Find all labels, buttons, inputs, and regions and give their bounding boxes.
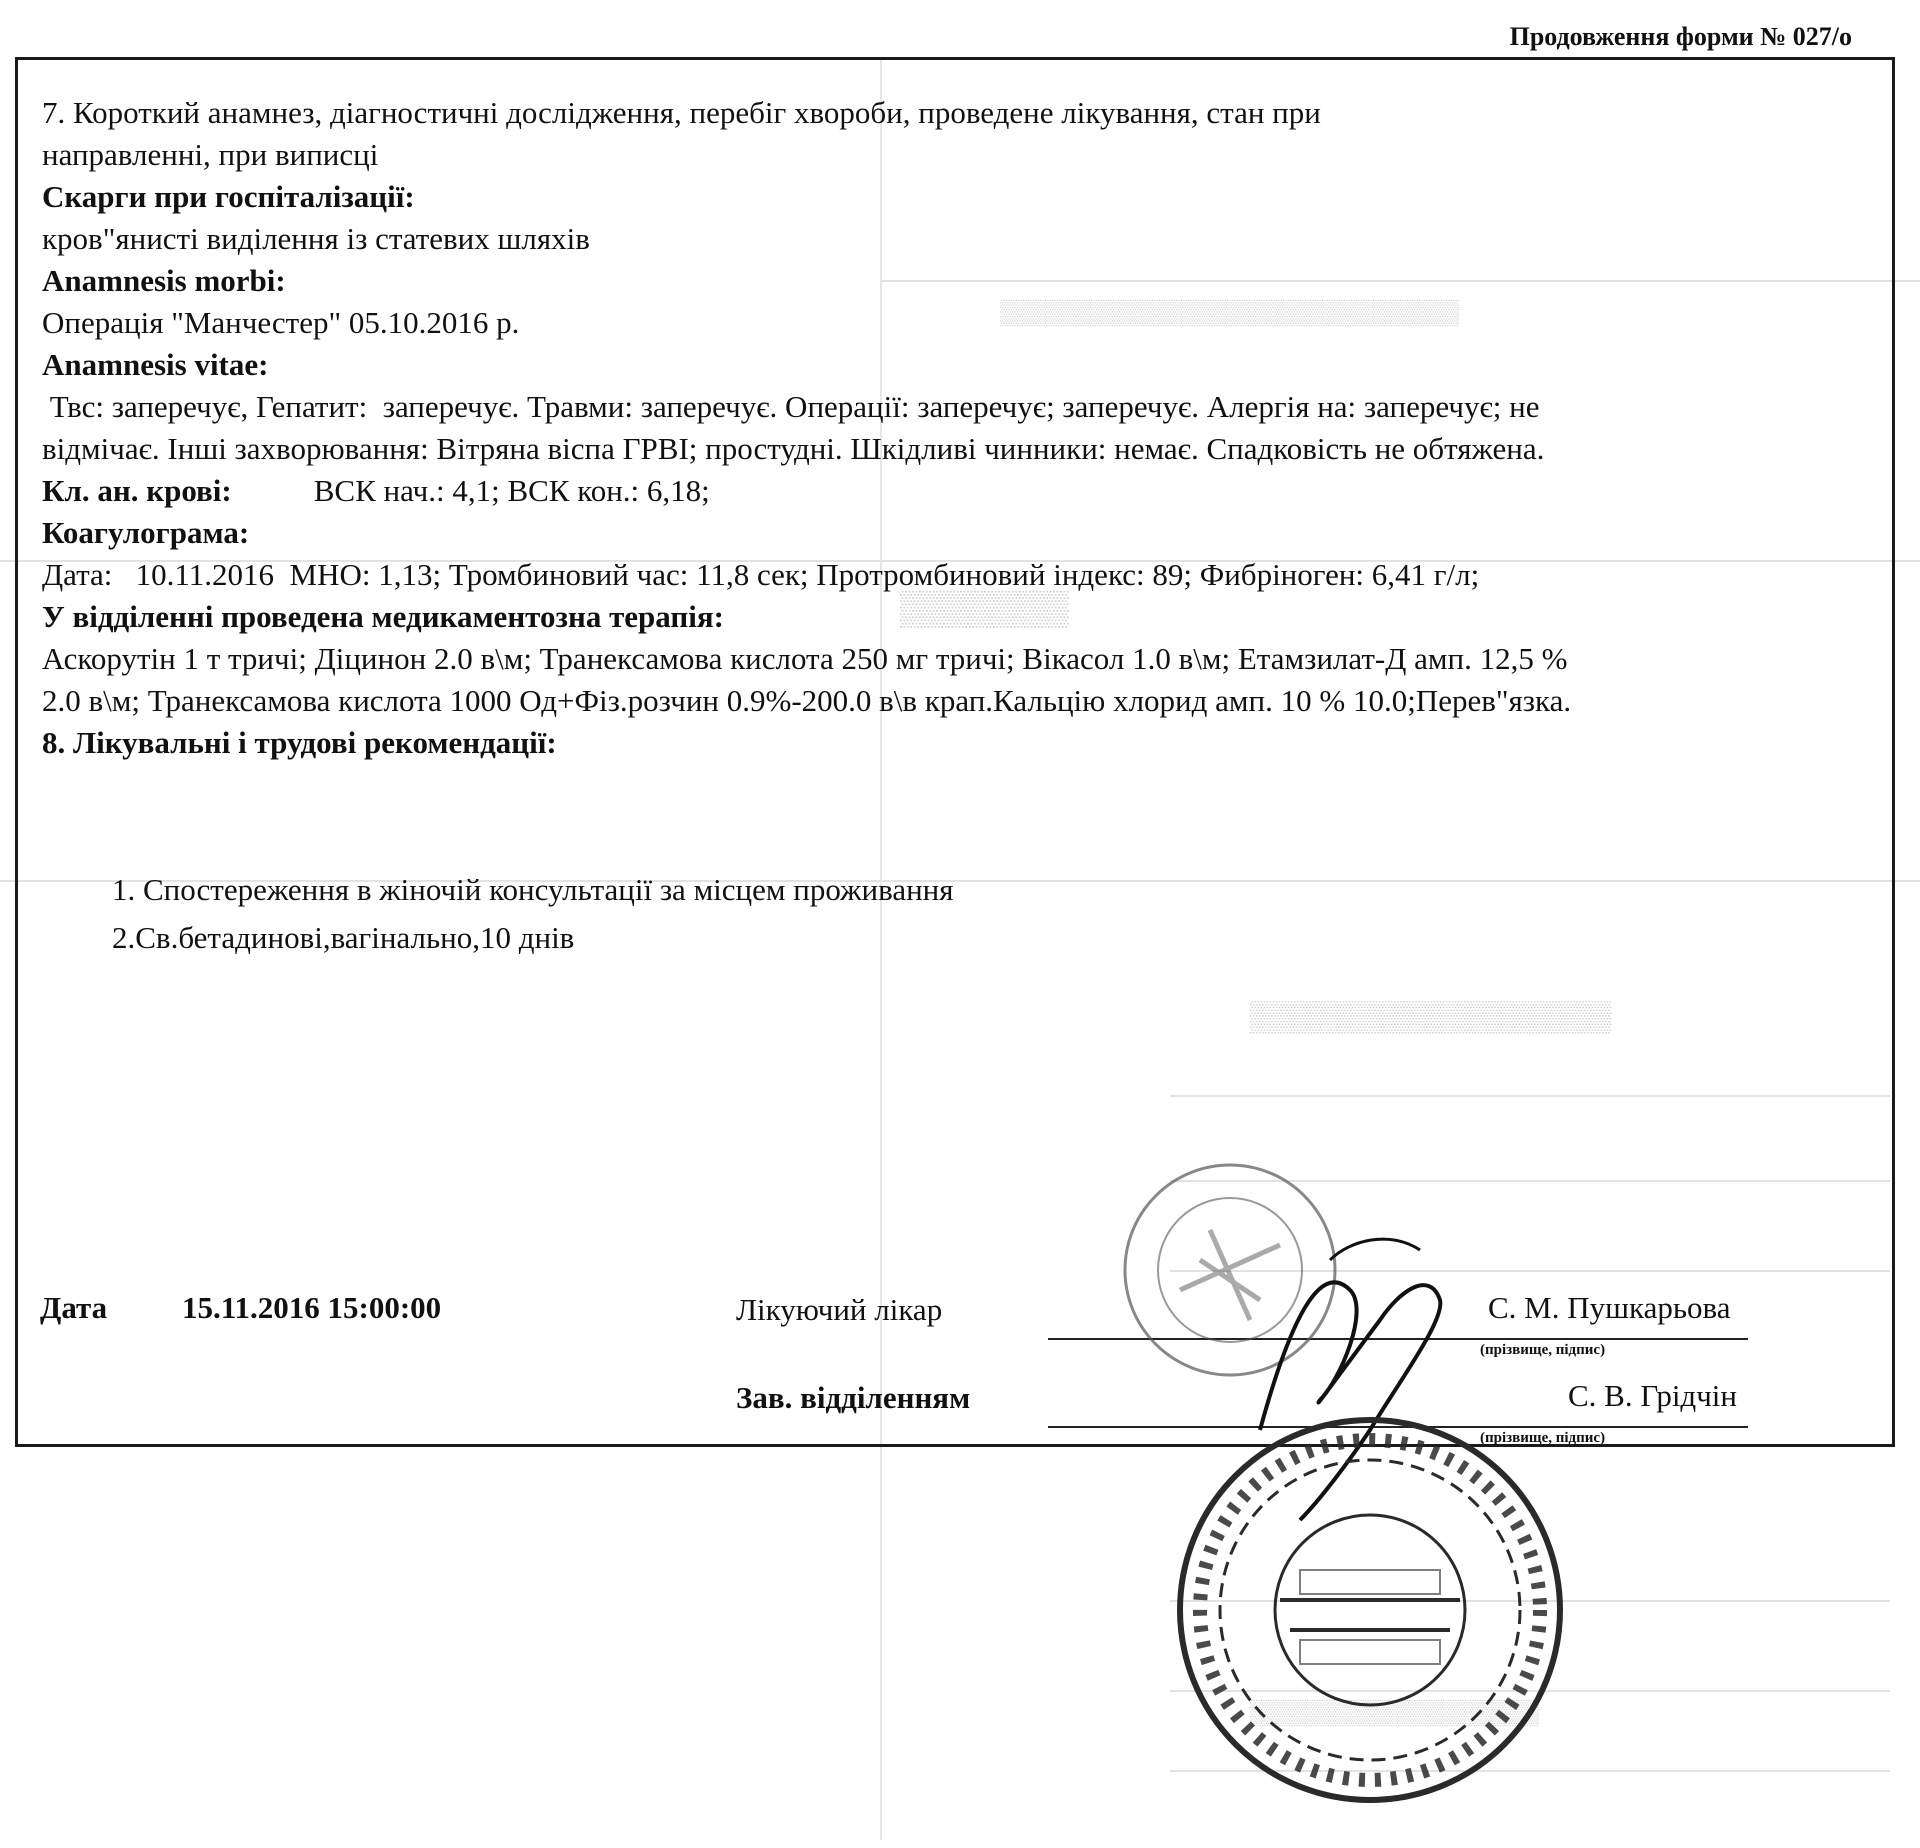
attending-doctor-name: С. М. Пушкарьова bbox=[1488, 1290, 1731, 1325]
discharge-summary-frame bbox=[15, 57, 1895, 1447]
anamnesis-vitae-label: Anamnesis vitae: bbox=[42, 347, 269, 382]
date-value: 15.11.2016 15:00:00 bbox=[182, 1290, 442, 1325]
round-stamp-image bbox=[1160, 1400, 1580, 1820]
recommendation-item: 2.Св.бетадинові,вагінально,10 днів bbox=[112, 920, 575, 955]
blood-test-row bbox=[42, 470, 1870, 512]
recommendations-list bbox=[112, 866, 1870, 962]
blood-test-values: ВСК нач.: 4,1; ВСК кон.: 6,18; bbox=[313, 473, 710, 508]
therapy-label: У відділенні проведена медикаментозна терапія: bbox=[42, 599, 724, 634]
therapy-line2: 2.0 в\м; Транексамова кислота 1000 Од+Фіз.розчин 0.9%-200.0 в\в крап.Кальцію хлорид амп. 10 % 10.0;Перев"язка. bbox=[42, 683, 1572, 718]
anamnesis-morbi-text: Операція "Манчестер" 05.10.2016 р. bbox=[42, 305, 520, 340]
section-7-title-line1: 7. Короткий анамнез, діагностичні дослідження, перебіг хвороби, проведене лікування, стан при bbox=[42, 95, 1321, 130]
doctor-signature-caption: (прізвище, підпис) bbox=[1480, 1342, 1606, 1358]
coagulogram-label: Коагулограма: bbox=[42, 515, 250, 550]
therapy-line1: Аскорутін 1 т тричі; Діцинон 2.0 в\м; Транексамова кислота 250 мг тричі; Вікасол 1.0 в\м; Етамзилат-Д амп. 12,5 % bbox=[42, 641, 1568, 676]
head-of-department-name: С. В. Грідчін bbox=[1568, 1378, 1738, 1413]
blood-test-label: Кл. ан. крові: bbox=[42, 473, 232, 508]
anamnesis-vitae-line1: Твс: заперечує, Гепатит: заперечує. Травми: заперечує. Операції: заперечує; заперечує. Алергія на: заперечує; не bbox=[42, 389, 1540, 424]
section-8-title: 8. Лікувальні і трудові рекомендації: bbox=[42, 725, 557, 760]
head-of-department-label: Зав. відділенням bbox=[736, 1380, 971, 1415]
section-7-title-line2: направленні, при виписці bbox=[42, 137, 379, 172]
recommendation-item: 1. Спостереження в жіночій консультації за місцем проживання bbox=[112, 872, 954, 907]
form-reference: Продовження форми № 027/о bbox=[1509, 22, 1852, 51]
anamnesis-vitae-line2: відмічає. Інші захворювання: Вітряна віспа ГРВІ; простудні. Шкідливі чинники: немає. Спадковість не обтяжена. bbox=[42, 431, 1545, 466]
attending-doctor-label: Лікуючий лікар bbox=[736, 1292, 943, 1327]
head-signature-caption: (прізвище, підпис) bbox=[1480, 1430, 1606, 1446]
coagulogram-values: Дата: 10.11.2016 МНО: 1,13; Тромбиновий час: 11,8 сек; Протромбиновий індекс: 89; Фибріноген: 6,41 г/л; bbox=[42, 557, 1480, 592]
complaints-label: Скарги при госпіталізації: bbox=[42, 179, 415, 214]
complaints-text: кров"янисті виділення із статевих шляхів bbox=[42, 221, 590, 256]
anamnesis-morbi-label: Anamnesis morbi: bbox=[42, 263, 286, 298]
date-label: Дата bbox=[40, 1290, 108, 1325]
